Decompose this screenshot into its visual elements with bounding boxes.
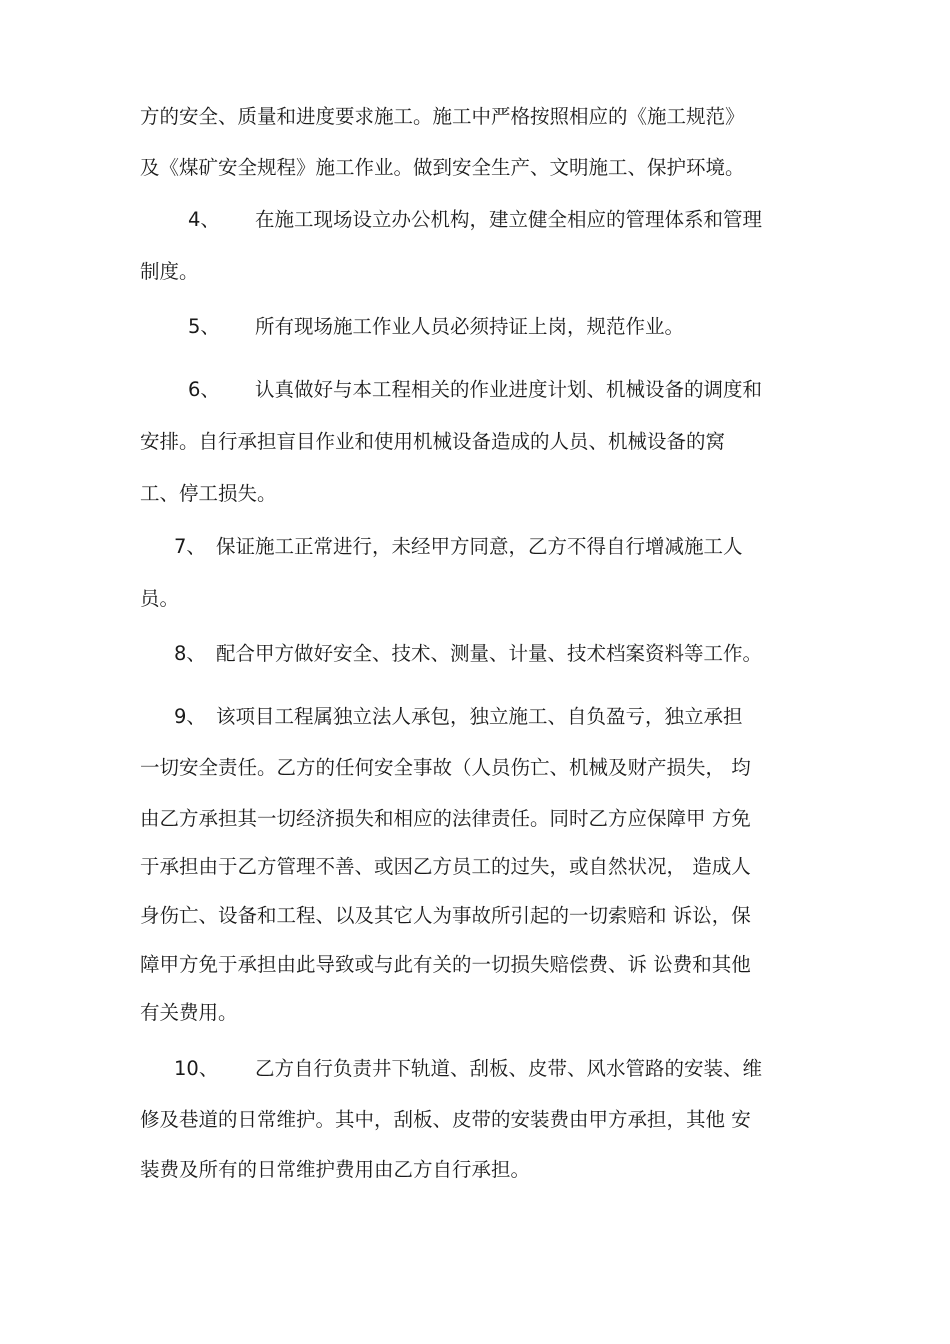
paragraph-9-line-7: 有关费用。 xyxy=(140,1001,238,1024)
paragraph-10-line-3: 装费及所有的日常维护费用由乙方自行承担。 xyxy=(140,1158,531,1181)
paragraph-6-line-2: 安排。自行承担盲目作业和使用机械设备造成的人员、机械设备的窝 xyxy=(140,430,726,453)
paragraph-9-line-5: 身伤亡、设备和工程、以及其它人为事故所引起的一切索赔和 诉讼，保 xyxy=(140,904,751,927)
paragraph-3-line-2: 及《煤矿安全规程》施工作业。做到安全生产、文明施工、保护环境。 xyxy=(140,156,745,179)
paragraph-6-line-1: 认真做好与本工程相关的作业进度计划、机械设备的调度和 xyxy=(255,378,763,401)
item-number-9: 9、 xyxy=(174,705,206,728)
paragraph-4-line-2: 制度。 xyxy=(140,260,199,283)
paragraph-3-line-1: 方的安全、质量和进度要求施工。施工中严格按照相应的《施工规范》 xyxy=(140,105,745,128)
paragraph-9-line-3: 由乙方承担其一切经济损失和相应的法律责任。同时乙方应保障甲 方免 xyxy=(140,807,751,830)
item-number-4: 4、 xyxy=(188,208,220,231)
paragraph-10-line-1: 乙方自行负责井下轨道、刮板、皮带、风水管路的安装、维 xyxy=(255,1057,763,1080)
paragraph-10-line-2: 修及巷道的日常维护。其中，刮板、皮带的安装费由甲方承担，其他 安 xyxy=(140,1108,751,1131)
paragraph-5-line-1: 所有现场施工作业人员必须持证上岗，规范作业。 xyxy=(255,315,685,338)
item-number-10: 10、 xyxy=(174,1057,219,1080)
item-number-5: 5、 xyxy=(188,315,220,338)
paragraph-9-line-2: 一切安全责任。乙方的任何安全事故（人员伤亡、机械及财产损失， 均 xyxy=(140,756,751,779)
paragraph-9-line-4: 于承担由于乙方管理不善、或因乙方员工的过失，或自然状况， 造成人 xyxy=(140,855,751,878)
paragraph-9-line-1: 该项目工程属独立法人承包，独立施工、自负盈亏，独立承担 xyxy=(216,705,743,728)
paragraph-4-line-1: 在施工现场设立办公机构，建立健全相应的管理体系和管理 xyxy=(255,208,763,231)
paragraph-8-line-1: 配合甲方做好安全、技术、测量、计量、技术档案资料等工作。 xyxy=(216,642,763,665)
item-number-6: 6、 xyxy=(188,378,220,401)
paragraph-9-line-6: 障甲方免于承担由此导致或与此有关的一切损失赔偿费、诉 讼费和其他 xyxy=(140,953,751,976)
paragraph-6-line-3: 工、停工损失。 xyxy=(140,482,277,505)
item-number-7: 7、 xyxy=(174,535,206,558)
paragraph-7-line-1: 保证施工正常进行，未经甲方同意，乙方不得自行增减施工人 xyxy=(216,535,743,558)
paragraph-7-line-2: 员。 xyxy=(140,587,180,610)
item-number-8: 8、 xyxy=(174,642,206,665)
